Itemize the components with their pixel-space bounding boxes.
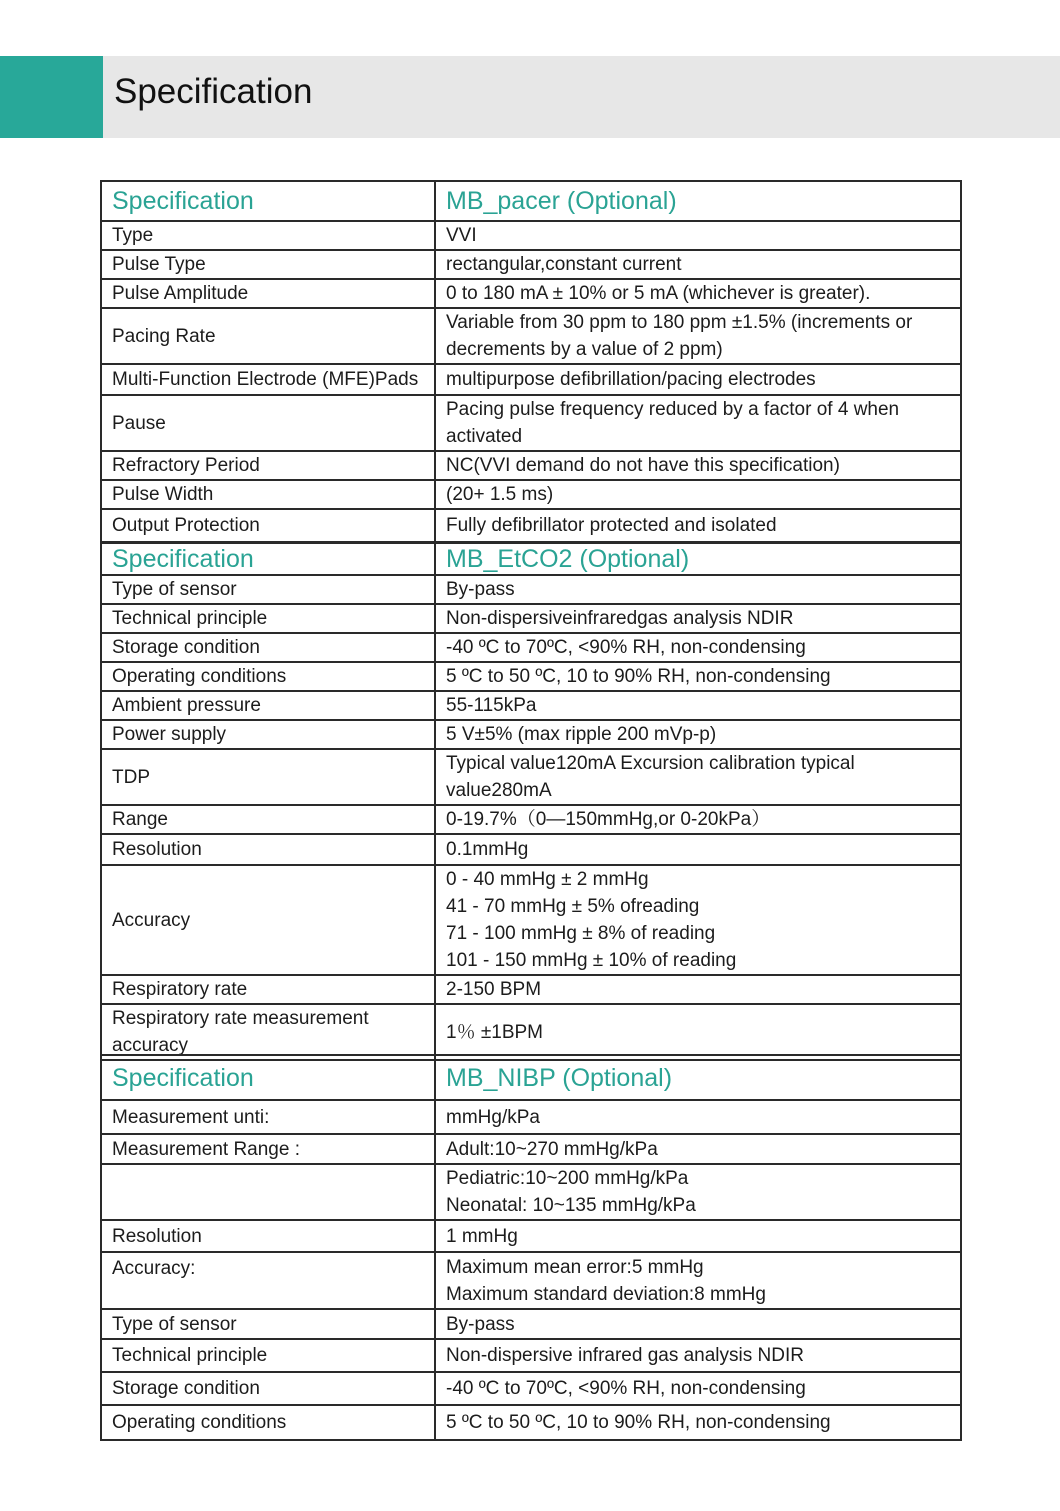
value-line: Pediatric:10~200 mmHg/kPa xyxy=(446,1168,689,1189)
value-line: 71 - 100 mmHg ± 8% of reading xyxy=(446,923,716,944)
nibp-spec-table xyxy=(100,1054,962,1441)
table-row xyxy=(101,834,961,865)
spec-value xyxy=(435,1164,961,1220)
spec-label: Type xyxy=(101,221,435,250)
spec-label: Type of sensor xyxy=(101,1309,435,1339)
spec-value xyxy=(435,749,961,805)
value-line: 41 - 70 mmHg ± 5% ofreading xyxy=(446,896,700,917)
spec-value: 0-19.7%（0—150mmHg,or 0-20kPa） xyxy=(435,805,961,834)
spec-label: Accuracy: xyxy=(101,1252,435,1309)
value-line: Maximum standard deviation:8 mmHg xyxy=(446,1283,766,1305)
table-row xyxy=(101,1405,961,1440)
spec-value xyxy=(435,308,961,364)
spec-value: multipurpose defibrillation/pacing electrodes xyxy=(435,364,961,395)
spec-label xyxy=(101,1164,435,1220)
spec-value: (20+ 1.5 ms) xyxy=(435,480,961,509)
spec-label: Operating conditions xyxy=(101,662,435,691)
spec-label: Power supply xyxy=(101,720,435,749)
spec-value: Fully defibrillator protected and isolated xyxy=(435,509,961,542)
spec-value: -40 ºC to 70ºC, <90% RH, non-condensing xyxy=(435,1372,961,1405)
value-line: Neonatal: 10~135 mmHg/kPa xyxy=(446,1195,696,1216)
spec-value: mmHg/kPa xyxy=(435,1100,961,1134)
header-accent-bar xyxy=(0,56,103,138)
spec-value: NC(VVI demand do not have this specification) xyxy=(435,451,961,480)
spec-label: Technical principle xyxy=(101,1339,435,1372)
value-line: Maximum mean error:5 mmHg xyxy=(446,1256,704,1278)
header-cell-left: Specification xyxy=(101,543,435,575)
spec-label: Pulse Type xyxy=(101,250,435,279)
value-line: Variable from 30 ppm to 180 ppm ±1.5% (increments or xyxy=(446,312,913,333)
spec-label: Ambient pressure xyxy=(101,691,435,720)
table-header-row xyxy=(101,181,961,221)
table-row xyxy=(101,1164,961,1220)
value-line: 101 - 150 mmHg ± 10% of reading xyxy=(446,950,737,971)
table-row xyxy=(101,364,961,395)
table-row xyxy=(101,221,961,250)
pacer-spec-table xyxy=(100,180,962,543)
spec-value: 1 mmHg xyxy=(435,1220,961,1252)
spec-value: 0.1mmHg xyxy=(435,834,961,865)
spec-label: Resolution xyxy=(101,834,435,865)
table-row xyxy=(101,805,961,834)
table-row xyxy=(101,1220,961,1252)
table-row xyxy=(101,1339,961,1372)
table-row xyxy=(101,575,961,604)
spec-label: Pulse Amplitude xyxy=(101,279,435,308)
spec-label: TDP xyxy=(101,749,435,805)
spec-label: Refractory Period xyxy=(101,451,435,480)
value-line: activated xyxy=(446,426,523,447)
spec-value: 5 ºC to 50 ºC, 10 to 90% RH, non-condensing xyxy=(435,662,961,691)
value-line: 0 - 40 mmHg ± 2 mmHg xyxy=(446,869,649,890)
spec-label: Storage condition xyxy=(101,1372,435,1405)
spec-value: 2-150 BPM xyxy=(435,975,961,1004)
spec-label: Operating conditions xyxy=(101,1405,435,1440)
header-cell-left: Specification xyxy=(101,1055,435,1100)
value-line: Typical value120mA Excursion calibration typical xyxy=(446,753,855,774)
table-row xyxy=(101,1100,961,1134)
header-cell-right: MB_pacer (Optional) xyxy=(435,181,961,221)
spec-label: Output Protection xyxy=(101,509,435,542)
table-header-row xyxy=(101,543,961,575)
spec-label: Type of sensor xyxy=(101,575,435,604)
spec-value: 1％ ±1BPM xyxy=(435,1004,961,1060)
spec-label: Storage condition xyxy=(101,633,435,662)
table-row xyxy=(101,451,961,480)
spec-value: 5 ºC to 50 ºC, 10 to 90% RH, non-condensing xyxy=(435,1405,961,1440)
table-row xyxy=(101,662,961,691)
table-row xyxy=(101,480,961,509)
spec-value: -40 ºC to 70ºC, <90% RH, non-condensing xyxy=(435,633,961,662)
table-row xyxy=(101,509,961,542)
table-row xyxy=(101,720,961,749)
spec-value: By-pass xyxy=(435,575,961,604)
spec-value: VVI xyxy=(435,221,961,250)
spec-label: Multi-Function Electrode (MFE)Pads xyxy=(101,364,435,395)
spec-label: Pulse Width xyxy=(101,480,435,509)
value-line: Pacing pulse frequency reduced by a factor of 4 when xyxy=(446,399,900,420)
spec-label: Pause xyxy=(101,395,435,451)
spec-value xyxy=(435,1252,961,1309)
table-row xyxy=(101,250,961,279)
table-row xyxy=(101,749,961,805)
spec-value xyxy=(435,395,961,451)
spec-label: Measurement unti: xyxy=(101,1100,435,1134)
spec-label: Resolution xyxy=(101,1220,435,1252)
spec-value: rectangular,constant current xyxy=(435,250,961,279)
table-row xyxy=(101,1309,961,1339)
value-line: decrements by a value of 2 ppm) xyxy=(446,339,723,360)
spec-value: 55-115kPa xyxy=(435,691,961,720)
table-row xyxy=(101,1252,961,1309)
spec-label: Range xyxy=(101,805,435,834)
spec-label: Respiratory rate xyxy=(101,975,435,1004)
spec-value: Non-dispersive infrared gas analysis NDIR xyxy=(435,1339,961,1372)
spec-label: Pacing Rate xyxy=(101,308,435,364)
spec-value xyxy=(435,865,961,975)
spec-label: Accuracy xyxy=(101,865,435,975)
table-row xyxy=(101,604,961,633)
value-line: value280mA xyxy=(446,780,552,801)
table-row xyxy=(101,1004,961,1060)
table-header-row xyxy=(101,1055,961,1100)
table-row xyxy=(101,975,961,1004)
spec-value: Adult:10~270 mmHg/kPa xyxy=(435,1134,961,1164)
spec-label: Measurement Range : xyxy=(101,1134,435,1164)
table-row xyxy=(101,308,961,364)
header-cell-left: Specification xyxy=(101,181,435,221)
header-cell-right: MB_EtCO2 (Optional) xyxy=(435,543,961,575)
spec-value: By-pass xyxy=(435,1309,961,1339)
table-row xyxy=(101,1372,961,1405)
table-row xyxy=(101,633,961,662)
spec-label: Respiratory rate measurement accuracy xyxy=(101,1004,435,1060)
spec-label: Technical principle xyxy=(101,604,435,633)
table-row xyxy=(101,691,961,720)
table-row xyxy=(101,865,961,975)
table-row xyxy=(101,1134,961,1164)
spec-value: Non-dispersiveinfraredgas analysis NDIR xyxy=(435,604,961,633)
spec-value: 0 to 180 mA ± 10% or 5 mA (whichever is greater). xyxy=(435,279,961,308)
page-title: Specification xyxy=(114,72,313,111)
table-row xyxy=(101,395,961,451)
etco2-spec-table xyxy=(100,542,962,1061)
header-cell-right: MB_NIBP (Optional) xyxy=(435,1055,961,1100)
spec-value: 5 V±5% (max ripple 200 mVp-p) xyxy=(435,720,961,749)
table-row xyxy=(101,279,961,308)
